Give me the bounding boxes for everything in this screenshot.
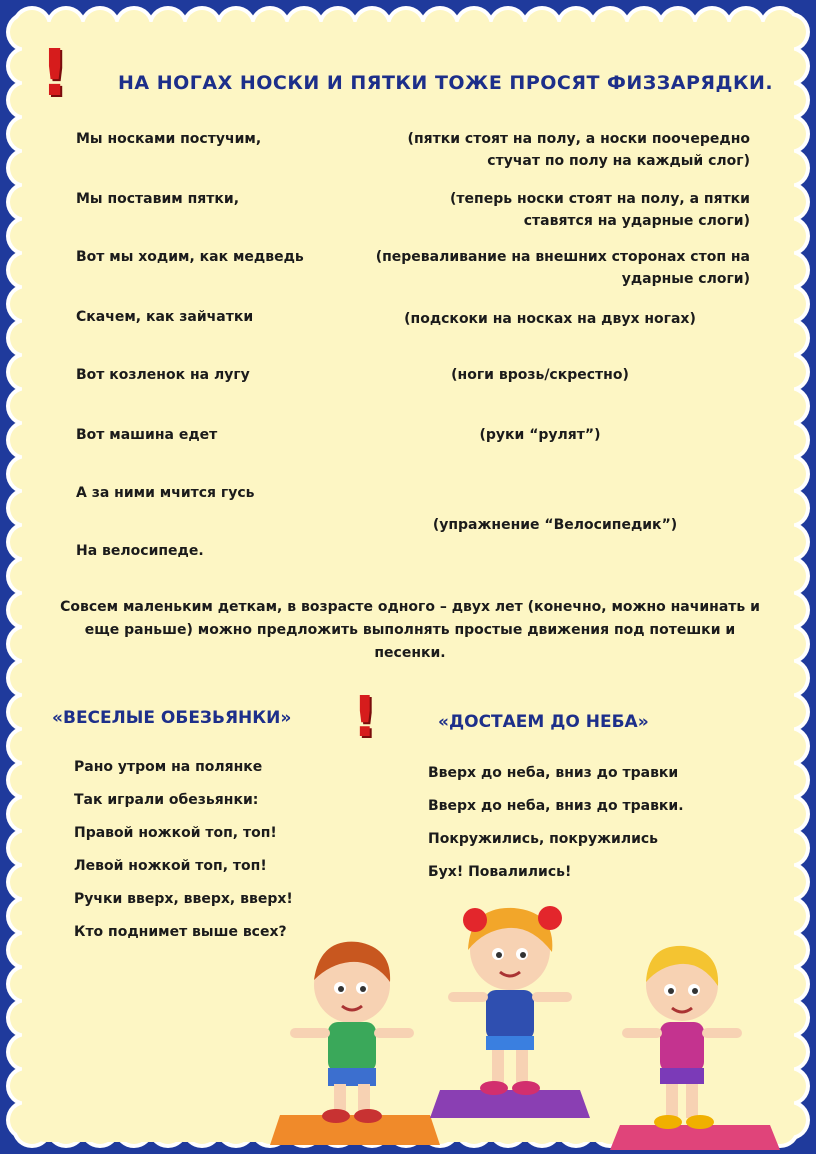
exercise-note: (теперь носки стоят на полу, а пятки bbox=[450, 191, 750, 207]
poem-line: Правой ножкой топ, топ! bbox=[74, 825, 277, 841]
intro-paragraph: Совсем маленьким деткам, в возрасте одного – двух лет (конечно, можно начинать и еще раньше) можно предложить выполнять простые движения под потешки и песенки. bbox=[60, 599, 760, 661]
exercise-line: Вот мы ходим, как медведь bbox=[76, 249, 304, 265]
exercise-line: Мы носками постучим, bbox=[76, 131, 262, 147]
exercise-note: (упражнение “Велосипедик”) bbox=[432, 517, 678, 533]
exclamation-icon: ! bbox=[352, 685, 378, 750]
poem-line: Рано утром на полянке bbox=[74, 759, 263, 775]
exercise-line: На велосипеде. bbox=[76, 543, 204, 559]
exercise-note: (переваливание на внешних сторонах стоп на bbox=[375, 249, 750, 265]
kids-illustration bbox=[270, 890, 810, 1150]
exercise-line: А за ними мчится гусь bbox=[76, 485, 255, 501]
exercise-line: Мы поставим пятки, bbox=[76, 191, 240, 207]
exercise-mat bbox=[610, 1125, 780, 1150]
exercise-line: Скачем, как зайчатки bbox=[76, 309, 254, 325]
left-poem-title: «ВЕСЕЛЫЕ ОБЕЗЬЯНКИ» bbox=[52, 708, 292, 728]
exercise-line: Вот машина едет bbox=[76, 427, 218, 443]
right-poem bbox=[428, 762, 684, 894]
right-poem-title: «ДОСТАЕМ ДО НЕБА» bbox=[438, 712, 649, 732]
girl-figure bbox=[622, 946, 742, 1129]
exclamation-icon: ! bbox=[40, 37, 70, 111]
poem-line: Кто поднимет выше всех? bbox=[74, 924, 287, 940]
poem-line: Левой ножкой топ, топ! bbox=[74, 858, 267, 874]
exercise-note: стучат по полу на каждый слог) bbox=[487, 153, 750, 169]
left-poem bbox=[74, 756, 293, 954]
girl-figure bbox=[448, 906, 572, 1095]
exercise-note: ставятся на ударные слоги) bbox=[523, 213, 750, 229]
exercise-line: Вот козленок на лугу bbox=[76, 367, 250, 383]
exercise-note: ударные слоги) bbox=[621, 271, 750, 287]
poem-line: Ручки вверх, вверх, вверх! bbox=[74, 891, 293, 907]
poem-line: Вверх до неба, вниз до травки bbox=[428, 765, 679, 781]
exercise-note: (пятки стоят на полу, а носки поочередно bbox=[407, 131, 750, 147]
exercise-mat bbox=[270, 1115, 440, 1145]
exercise-note: (ноги врозь/скрестно) bbox=[451, 367, 629, 383]
boy-figure bbox=[290, 942, 414, 1123]
exercise-note: (подскоки на носках на двух ногах) bbox=[404, 311, 696, 327]
poem-line: Вверх до неба, вниз до травки. bbox=[428, 798, 684, 814]
exercise-mat bbox=[430, 1090, 590, 1118]
poem-line: Так играли обезьянки: bbox=[74, 792, 259, 808]
page-title: НА НОГАХ НОСКИ И ПЯТКИ ТОЖЕ ПРОСЯТ ФИЗЗАРЯДКИ. bbox=[118, 72, 774, 94]
poem-line: Бух! Повалились! bbox=[428, 864, 572, 880]
poem-line: Покружились, покружились bbox=[428, 831, 659, 847]
exercise-note: (руки “рулят”) bbox=[479, 427, 601, 443]
